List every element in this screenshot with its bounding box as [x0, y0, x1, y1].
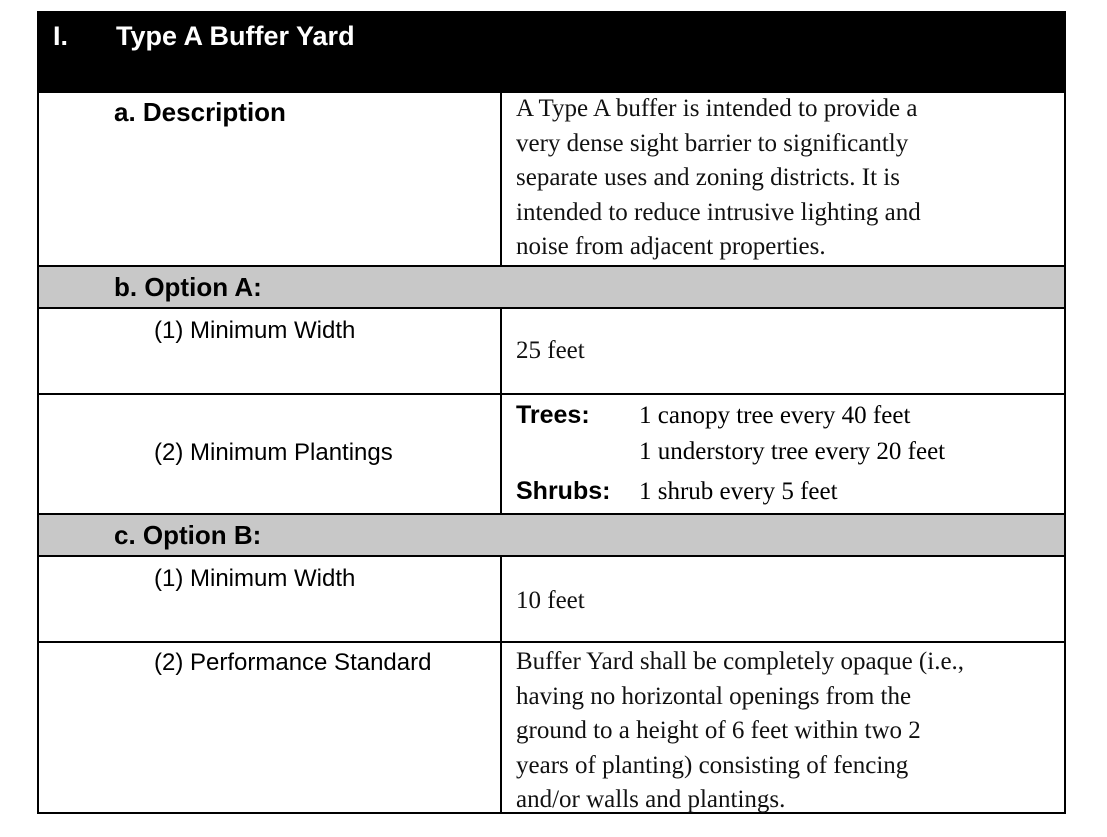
option-b-width-label: (1) Minimum Width — [154, 565, 356, 592]
option-a-width-label: (1) Minimum Width — [154, 317, 356, 344]
option-a-plantings-row — [39, 393, 1064, 513]
column-divider — [500, 93, 502, 265]
option-b-heading-row — [39, 513, 1064, 555]
performance-line: Buffer Yard shall be completely opaque (i.e., — [516, 648, 965, 675]
trees-line-understory: 1 understory tree every 20 feet — [639, 438, 946, 465]
description-label: a. Description — [114, 97, 286, 127]
trees-label: Trees: — [516, 401, 590, 429]
description-line: A Type A buffer is intended to provide a — [516, 95, 918, 122]
option-a-width-row — [39, 307, 1064, 393]
option-a-heading-row — [39, 265, 1064, 307]
description-line: noise from adjacent properties. — [516, 233, 826, 260]
section-title: Type A Buffer Yard — [116, 21, 355, 51]
trees-line-canopy: 1 canopy tree every 40 feet — [639, 402, 911, 429]
option-a-plantings-label: (2) Minimum Plantings — [154, 439, 393, 466]
section-number: I. — [53, 21, 69, 51]
option-a-width-value: 25 feet — [516, 337, 585, 364]
column-divider — [500, 395, 502, 513]
column-divider — [500, 557, 502, 641]
option-b-performance-row — [39, 641, 1064, 814]
option-b-width-value: 10 feet — [516, 587, 585, 614]
description-line: intended to reduce intrusive lighting and — [516, 198, 921, 226]
performance-text — [516, 645, 964, 818]
description-row — [39, 91, 1064, 265]
description-text — [516, 92, 921, 265]
performance-line: and/or walls and plantings. — [516, 786, 786, 813]
section-header — [39, 13, 1064, 91]
description-line: separate uses and zoning districts. It is — [516, 164, 900, 191]
performance-line: ground to a height of 6 feet within two 2 — [516, 717, 921, 744]
option-a-heading: b. Option A: — [114, 272, 262, 302]
option-b-width-row — [39, 555, 1064, 641]
option-b-performance-label: (2) Performance Standard — [154, 649, 432, 676]
shrubs-line: 1 shrub every 5 feet — [639, 478, 838, 505]
performance-line: having no horizontal openings from the — [516, 682, 912, 710]
performance-line: years of planting) consisting of fencing — [516, 751, 909, 779]
description-line: very dense sight barrier to significantly — [516, 129, 909, 157]
column-divider — [500, 309, 502, 393]
shrubs-label: Shrubs: — [516, 477, 611, 505]
column-divider — [500, 643, 502, 814]
buffer-yard-table — [37, 11, 1066, 814]
option-b-heading: c. Option B: — [114, 520, 262, 550]
